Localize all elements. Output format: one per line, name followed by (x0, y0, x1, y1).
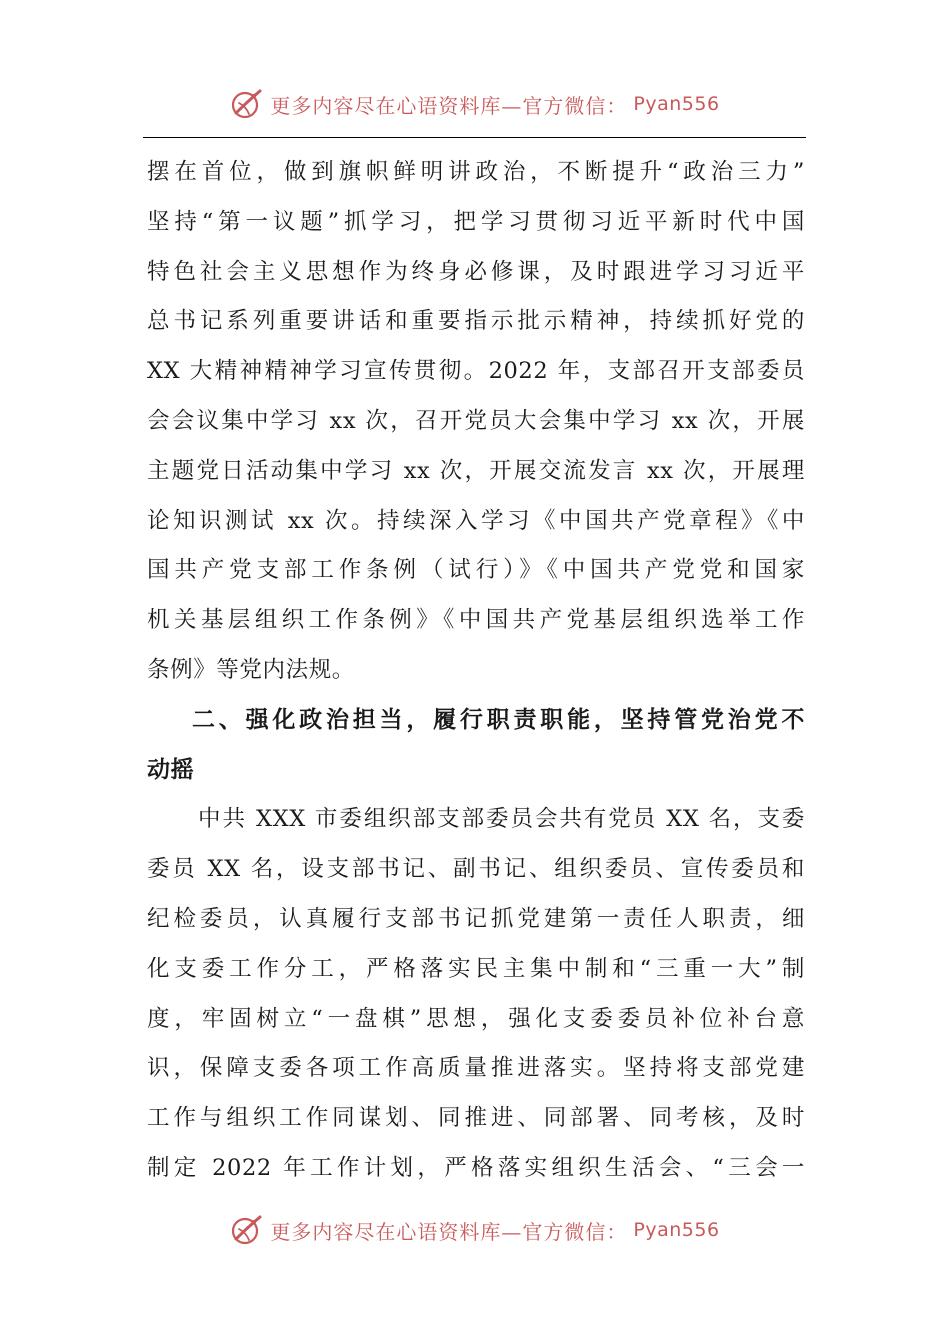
header-banner-wechat: Pyan556 (633, 93, 720, 115)
section-heading: 二、强化政治担当，履行职责职能，坚持管党治党不 (192, 706, 805, 733)
text-line: 坚持“第一议题”抓学习，把学习贯彻习近平新时代中国 (147, 208, 805, 235)
brush-logo-icon (230, 87, 264, 121)
text-line: 识，保障支委各项工作高质量推进落实。坚持将支部党建 (147, 1055, 805, 1082)
text-line: 中共 XXX 市委组织部支部委员会共有党员 XX 名，支委 (198, 806, 805, 833)
text-line: 纪检委员，认真履行支部书记抓党建第一责任人职责，细 (147, 905, 805, 932)
footer-banner-text: 更多内容尽在心语资料库—官方微信： (270, 1219, 628, 1244)
text-line: 机关基层组织工作条例》《中国共产党基层组织选举工作 (147, 607, 805, 634)
text-line: XX 大精神精神学习宣传贯彻。2022 年，支部召开支部委员 (147, 358, 805, 385)
text-line: 摆在首位，做到旗帜鲜明讲政治，不断提升“政治三力” (147, 159, 805, 185)
footer-banner (0, 1210, 950, 1250)
header-banner-text: 更多内容尽在心语资料库—官方微信： (270, 93, 628, 118)
text-line: 论知识测试 xx 次。持续深入学习《中国共产党章程》《中 (147, 507, 805, 534)
text-line: 特色社会主义思想作为终身必修课，及时跟进学习习近平 (147, 258, 805, 285)
header-divider (143, 137, 806, 138)
brush-logo-icon (230, 1213, 264, 1247)
text-line: 委员 XX 名，设支部书记、副书记、组织委员、宣传委员和 (147, 856, 805, 883)
footer-banner-content (230, 1213, 719, 1247)
document-body (147, 148, 805, 1194)
text-line: 度，牢固树立“一盘棋”思想，强化支委委员补位补台意 (147, 1005, 805, 1032)
text-line: 会会议集中学习 xx 次，召开党员大会集中学习 xx 次，开展 (147, 407, 805, 434)
text-line: 条例》等党内法规。 (147, 656, 355, 683)
footer-banner-wechat: Pyan556 (633, 1219, 720, 1241)
text-line: 制定 2022 年工作计划，严格落实组织生活会、“三会一 (147, 1154, 805, 1181)
text-line: 工作与组织工作同谋划、同推进、同部署、同考核，及时 (147, 1105, 805, 1132)
header-banner (0, 84, 950, 124)
text-line: 主题党日活动集中学习 xx 次，开展交流发言 xx 次，开展理 (147, 457, 805, 484)
text-line: 总书记系列重要讲话和重要指示批示精神，持续抓好党的 (147, 308, 805, 335)
text-line: 国共产党支部工作条例（试行）》《中国共产党党和国家 (147, 557, 805, 584)
text-line: 化支委工作分工，严格落实民主集中制和“三重一大”制 (147, 955, 805, 982)
section-heading: 动摇 (147, 756, 195, 783)
header-banner-content (230, 87, 719, 121)
